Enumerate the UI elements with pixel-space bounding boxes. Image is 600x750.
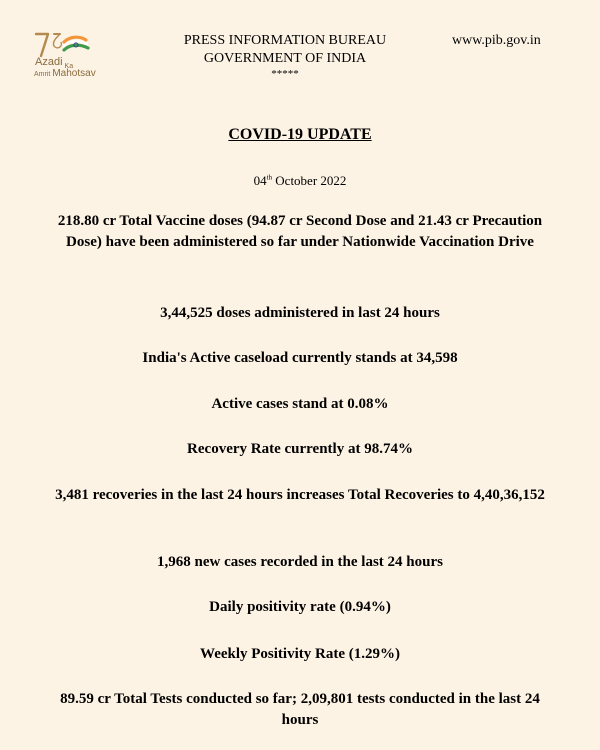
daily-positivity-paragraph: Daily positivity rate (0.94%) (209, 599, 391, 615)
logo-text-line2 (34, 68, 96, 79)
recoveries-paragraph: 3,481 recoveries in the last 24 hours increases Total Recoveries to 4,40,36,152 (55, 487, 545, 503)
document-header (0, 0, 600, 100)
new-cases-paragraph: 1,968 new cases recorded in the last 24 hours (157, 554, 443, 570)
logo-word-amrit: Amrit (34, 71, 51, 78)
website-url: www.pib.gov.in (452, 33, 541, 48)
date-day: 04 (253, 173, 267, 188)
active-caseload-paragraph: India's Active caseload currently stands at 34,598 (142, 350, 458, 366)
recovery-rate-paragraph: Recovery Rate currently at 98.74% (187, 441, 413, 457)
logo-word-ka: Ka (64, 63, 74, 70)
weekly-positivity-paragraph: Weekly Positivity Rate (1.29%) (200, 646, 400, 662)
vaccine-doses-paragraph: 218.80 cr Total Vaccine doses (94.87 cr Second Dose and 21.43 cr Precaution Dose) have been administered so far under Nationwide Vaccination Drive (57, 213, 543, 250)
azadi-ka-amrit-mahotsav-logo (30, 30, 125, 85)
document-date (0, 173, 600, 189)
pib-masthead (170, 32, 400, 80)
active-cases-percent-paragraph: Active cases stand at 0.08% (211, 396, 389, 412)
date-suffix: th (266, 173, 273, 182)
doses-last-24h-paragraph: 3,44,525 doses administered in last 24 hours (160, 305, 440, 321)
date-month-year: October 2022 (275, 173, 347, 188)
logo-word-mahotsav: Mahotsav (52, 68, 96, 79)
document-title: COVID-19 UPDATE (228, 126, 372, 143)
masthead-stars: ***** (271, 68, 299, 80)
logo-word-azadi: Azadi (35, 56, 63, 68)
pib-name: PRESS INFORMATION BUREAU (183, 33, 387, 48)
government-name: GOVERNMENT OF INDIA (203, 51, 367, 66)
total-tests-paragraph: 89.59 cr Total Tests conducted so far; 2,09,801 tests conducted in the last 24 hours (60, 691, 540, 728)
